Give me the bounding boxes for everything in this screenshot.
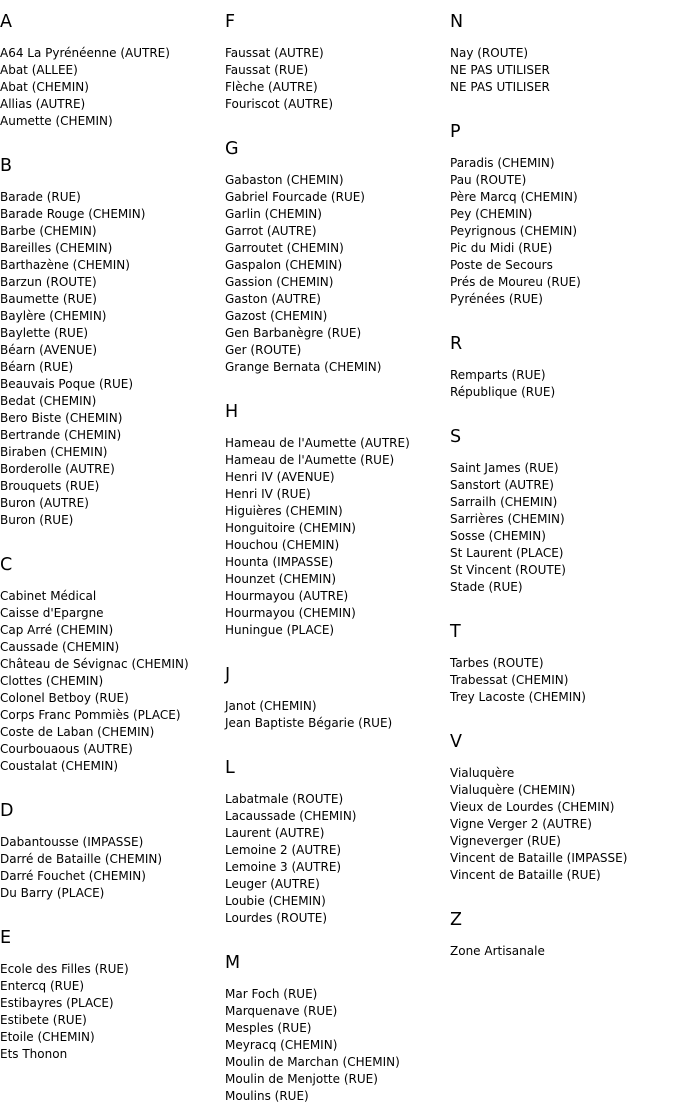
street-link[interactable]: Etoile (CHEMIN)	[0, 1030, 95, 1044]
street-list	[225, 435, 450, 639]
street-link[interactable]: Vialuquère	[450, 766, 515, 780]
street-link[interactable]: Zone Artisanale	[450, 944, 545, 958]
street-link[interactable]: Béarn (RUE)	[0, 360, 74, 374]
street-link[interactable]: Laurent (AUTRE)	[225, 826, 325, 840]
street-link[interactable]: Garroutet (CHEMIN)	[225, 241, 344, 255]
street-link[interactable]: Biraben (CHEMIN)	[0, 445, 108, 459]
street-link[interactable]: Vigneverger (RUE)	[450, 834, 561, 848]
street-link[interactable]: Saint James (RUE)	[450, 461, 559, 475]
letter-section	[450, 12, 675, 96]
letter-section	[450, 334, 675, 401]
street-link[interactable]: Lemoine 3 (AUTRE)	[225, 860, 342, 874]
street-link[interactable]: Père Marcq (CHEMIN)	[450, 190, 578, 204]
section-letter-heading: H	[225, 402, 239, 422]
street-link[interactable]: Bareilles (CHEMIN)	[0, 241, 113, 255]
letter-section	[0, 928, 225, 1063]
street-link[interactable]: Barthazène (CHEMIN)	[0, 258, 130, 272]
street-link[interactable]: Vigne Verger 2 (AUTRE)	[450, 817, 592, 831]
street-link[interactable]: Du Barry (PLACE)	[0, 886, 105, 900]
letter-section	[0, 801, 225, 902]
street-link[interactable]: Béarn (AVENUE)	[0, 343, 98, 357]
street-link[interactable]: Sanstort (AUTRE)	[450, 478, 554, 492]
street-link[interactable]: Peyrignous (CHEMIN)	[450, 224, 578, 238]
street-link[interactable]: Sarrailh (CHEMIN)	[450, 495, 558, 509]
street-link[interactable]: Buron (AUTRE)	[0, 496, 89, 510]
street-link[interactable]: Garlin (CHEMIN)	[225, 207, 322, 221]
street-link[interactable]: Vincent de Bataille (IMPASSE)	[450, 851, 628, 865]
street-link[interactable]: Hourmayou (CHEMIN)	[225, 606, 356, 620]
letter-section	[0, 156, 225, 529]
street-list	[450, 655, 675, 706]
street-link[interactable]: Château de Sévignac (CHEMIN)	[0, 657, 189, 671]
street-link[interactable]: Higuières (CHEMIN)	[225, 504, 343, 518]
street-link[interactable]: Caussade (CHEMIN)	[0, 640, 120, 654]
street-link[interactable]: Henri IV (RUE)	[225, 487, 311, 501]
street-link[interactable]: Barbe (CHEMIN)	[0, 224, 97, 238]
section-letter-heading: M	[225, 953, 241, 973]
section-letter-heading: T	[450, 622, 461, 642]
street-link[interactable]: Henri IV (AVENUE)	[225, 470, 335, 484]
street-link[interactable]: Mar Foch (RUE)	[225, 987, 318, 1001]
street-link[interactable]: Labatmale (ROUTE)	[225, 792, 344, 806]
street-index-column-3	[450, 0, 675, 960]
street-link[interactable]: Trey Lacoste (CHEMIN)	[450, 690, 586, 704]
letter-section	[0, 555, 225, 775]
street-link[interactable]: Borderolle (AUTRE)	[0, 462, 115, 476]
street-link[interactable]: Baylette (RUE)	[0, 326, 89, 340]
street-link[interactable]: Cabinet Médical	[0, 589, 97, 603]
street-link[interactable]: Pau (ROUTE)	[450, 173, 527, 187]
street-link[interactable]: Hourmayou (AUTRE)	[225, 589, 349, 603]
street-link[interactable]: Bedat (CHEMIN)	[0, 394, 97, 408]
street-link[interactable]: République (RUE)	[450, 385, 556, 399]
section-letter-heading: V	[450, 732, 462, 752]
street-link[interactable]: Coste de Laban (CHEMIN)	[0, 725, 155, 739]
section-letter-heading: F	[225, 12, 236, 32]
street-link[interactable]: NE PAS UTILISER	[450, 80, 550, 94]
street-index-column-2	[225, 0, 450, 1105]
street-link[interactable]: Fouriscot (AUTRE)	[225, 97, 334, 111]
street-list	[225, 172, 450, 376]
street-link[interactable]: Remparts (RUE)	[450, 368, 546, 382]
street-link[interactable]: Abat (ALLEE)	[0, 63, 78, 77]
street-link[interactable]: Hameau de l'Aumette (RUE)	[225, 453, 395, 467]
street-link[interactable]: Vincent de Bataille (RUE)	[450, 868, 601, 882]
street-list	[450, 460, 675, 596]
street-link[interactable]: Flèche (AUTRE)	[225, 80, 318, 94]
street-link[interactable]: Prés de Moureu (RUE)	[450, 275, 581, 289]
street-link[interactable]: Moulin de Menjotte (RUE)	[225, 1072, 378, 1086]
street-list	[0, 45, 225, 130]
street-link[interactable]: Trabessat (CHEMIN)	[450, 673, 569, 687]
street-link[interactable]: Clottes (CHEMIN)	[0, 674, 104, 688]
section-letter-heading: D	[0, 801, 14, 821]
street-link[interactable]: St Vincent (ROUTE)	[450, 563, 566, 577]
street-link[interactable]: Brouquets (RUE)	[0, 479, 100, 493]
street-list	[450, 155, 675, 308]
street-link[interactable]: Huningue (PLACE)	[225, 623, 335, 637]
street-link[interactable]: Baylère (CHEMIN)	[0, 309, 107, 323]
street-link[interactable]: Cap Arré (CHEMIN)	[0, 623, 114, 637]
street-link[interactable]: Darré Fouchet (CHEMIN)	[0, 869, 146, 883]
street-link[interactable]: Ger (ROUTE)	[225, 343, 302, 357]
section-letter-heading: E	[0, 928, 12, 948]
street-link[interactable]: Grange Bernata (CHEMIN)	[225, 360, 382, 374]
street-link[interactable]: Dabantousse (IMPASSE)	[0, 835, 144, 849]
letter-section	[450, 732, 675, 884]
street-link[interactable]: Sarrières (CHEMIN)	[450, 512, 565, 526]
street-link[interactable]: Moulins (RUE)	[225, 1089, 309, 1103]
street-list	[0, 189, 225, 529]
section-letter-heading: P	[450, 122, 461, 142]
street-link[interactable]: Jean Baptiste Bégarie (RUE)	[225, 716, 393, 730]
letter-section	[450, 122, 675, 308]
street-link[interactable]: Aumette (CHEMIN)	[0, 114, 113, 128]
street-link[interactable]: Houchou (CHEMIN)	[225, 538, 340, 552]
street-link[interactable]: Gaston (AUTRE)	[225, 292, 321, 306]
street-link[interactable]: Faussat (AUTRE)	[225, 46, 324, 60]
street-link[interactable]: Honguitoire (CHEMIN)	[225, 521, 356, 535]
street-list	[450, 765, 675, 884]
street-link[interactable]: Pyrénées (RUE)	[450, 292, 543, 306]
letter-section	[225, 758, 450, 927]
street-link[interactable]: Janot (CHEMIN)	[225, 699, 317, 713]
street-link[interactable]: Leuger (AUTRE)	[225, 877, 320, 891]
street-list	[225, 986, 450, 1105]
street-link[interactable]: Estibayres (PLACE)	[0, 996, 114, 1010]
street-link[interactable]: Gaspalon (CHEMIN)	[225, 258, 343, 272]
street-link[interactable]: Gabriel Fourcade (RUE)	[225, 190, 365, 204]
street-link[interactable]: Hameau de l'Aumette (AUTRE)	[225, 436, 410, 450]
street-link[interactable]: Pic du Midi (RUE)	[450, 241, 553, 255]
street-link[interactable]: Gabaston (CHEMIN)	[225, 173, 344, 187]
street-list	[0, 588, 225, 775]
street-list	[0, 961, 225, 1063]
street-link[interactable]: Beauvais Poque (RUE)	[0, 377, 134, 391]
street-link[interactable]: Entercq (RUE)	[0, 979, 85, 993]
street-link[interactable]: Lacaussade (CHEMIN)	[225, 809, 357, 823]
letter-section	[225, 139, 450, 376]
street-link[interactable]: Paradis (CHEMIN)	[450, 156, 555, 170]
street-link[interactable]: A64 La Pyrénéenne (AUTRE)	[0, 46, 170, 60]
street-list	[225, 45, 450, 113]
street-link[interactable]: Loubie (CHEMIN)	[225, 894, 326, 908]
street-link[interactable]: Garrot (AUTRE)	[225, 224, 317, 238]
street-link[interactable]: Abat (CHEMIN)	[0, 80, 89, 94]
street-link[interactable]: Faussat (RUE)	[225, 63, 309, 77]
street-link[interactable]: Stade (RUE)	[450, 580, 523, 594]
street-link[interactable]: Lourdes (ROUTE)	[225, 911, 328, 925]
street-link[interactable]: Moulin de Marchan (CHEMIN)	[225, 1055, 400, 1069]
street-link[interactable]: Darré de Bataille (CHEMIN)	[0, 852, 163, 866]
letter-section	[450, 427, 675, 596]
section-letter-heading: S	[450, 427, 462, 447]
street-link[interactable]: Hounzet (CHEMIN)	[225, 572, 336, 586]
street-link[interactable]: Gassion (CHEMIN)	[225, 275, 334, 289]
section-letter-heading: N	[450, 12, 464, 32]
street-link[interactable]: Lemoine 2 (AUTRE)	[225, 843, 342, 857]
letter-section	[225, 953, 450, 1105]
street-list	[0, 834, 225, 902]
street-link[interactable]: Ecole des Filles (RUE)	[0, 962, 129, 976]
street-link[interactable]: Caisse d'Epargne	[0, 606, 104, 620]
street-link[interactable]: Sosse (CHEMIN)	[450, 529, 546, 543]
street-link[interactable]: Pey (CHEMIN)	[450, 207, 533, 221]
street-link[interactable]: Barade Rouge (CHEMIN)	[0, 207, 146, 221]
section-letter-heading: R	[450, 334, 463, 354]
street-link[interactable]: Colonel Betboy (RUE)	[0, 691, 129, 705]
street-link[interactable]: Coustalat (CHEMIN)	[0, 759, 119, 773]
section-letter-heading: J	[225, 665, 231, 685]
street-link[interactable]: St Laurent (PLACE)	[450, 546, 564, 560]
street-list	[450, 45, 675, 96]
street-list	[450, 367, 675, 401]
street-link[interactable]: Poste de Secours	[450, 258, 553, 272]
street-link[interactable]: Barzun (ROUTE)	[0, 275, 97, 289]
street-link[interactable]: Vieux de Lourdes (CHEMIN)	[450, 800, 615, 814]
section-letter-heading: L	[225, 758, 235, 778]
street-link[interactable]: Gen Barbanègre (RUE)	[225, 326, 362, 340]
street-link[interactable]: Bertrande (CHEMIN)	[0, 428, 122, 442]
street-link[interactable]: Meyracq (CHEMIN)	[225, 1038, 338, 1052]
letter-section	[225, 402, 450, 639]
street-link[interactable]: Baumette (RUE)	[0, 292, 97, 306]
street-link[interactable]: Gazost (CHEMIN)	[225, 309, 328, 323]
letter-section	[225, 12, 450, 113]
street-index-column-1	[0, 0, 225, 1063]
section-letter-heading: G	[225, 139, 239, 159]
street-link[interactable]: Corps Franc Pommiès (PLACE)	[0, 708, 181, 722]
letter-section	[450, 910, 675, 960]
street-link[interactable]: Buron (RUE)	[0, 513, 74, 527]
street-link[interactable]: Ets Thonon	[0, 1047, 68, 1061]
street-link[interactable]: Barade (RUE)	[0, 190, 81, 204]
street-link[interactable]: Hounta (IMPASSE)	[225, 555, 334, 569]
street-list	[225, 698, 450, 732]
street-link[interactable]: Allias (AUTRE)	[0, 97, 86, 111]
street-list	[225, 791, 450, 927]
section-letter-heading: B	[0, 156, 13, 176]
street-link[interactable]: Estibete (RUE)	[0, 1013, 87, 1027]
letter-section	[450, 622, 675, 706]
section-letter-heading: C	[0, 555, 13, 575]
letter-section	[225, 665, 450, 732]
section-letter-heading: A	[0, 12, 12, 32]
letter-section	[0, 12, 225, 130]
street-link[interactable]: Tarbes (ROUTE)	[450, 656, 544, 670]
street-link[interactable]: Nay (ROUTE)	[450, 46, 529, 60]
street-link[interactable]: Vialuquère (CHEMIN)	[450, 783, 576, 797]
street-link[interactable]: Marquenave (RUE)	[225, 1004, 338, 1018]
section-letter-heading: Z	[450, 910, 462, 930]
street-list	[450, 943, 675, 960]
street-link[interactable]: Bero Biste (CHEMIN)	[0, 411, 123, 425]
street-link[interactable]: Mesples (RUE)	[225, 1021, 312, 1035]
street-link[interactable]: Courbouaous (AUTRE)	[0, 742, 133, 756]
street-link[interactable]: NE PAS UTILISER	[450, 63, 550, 77]
